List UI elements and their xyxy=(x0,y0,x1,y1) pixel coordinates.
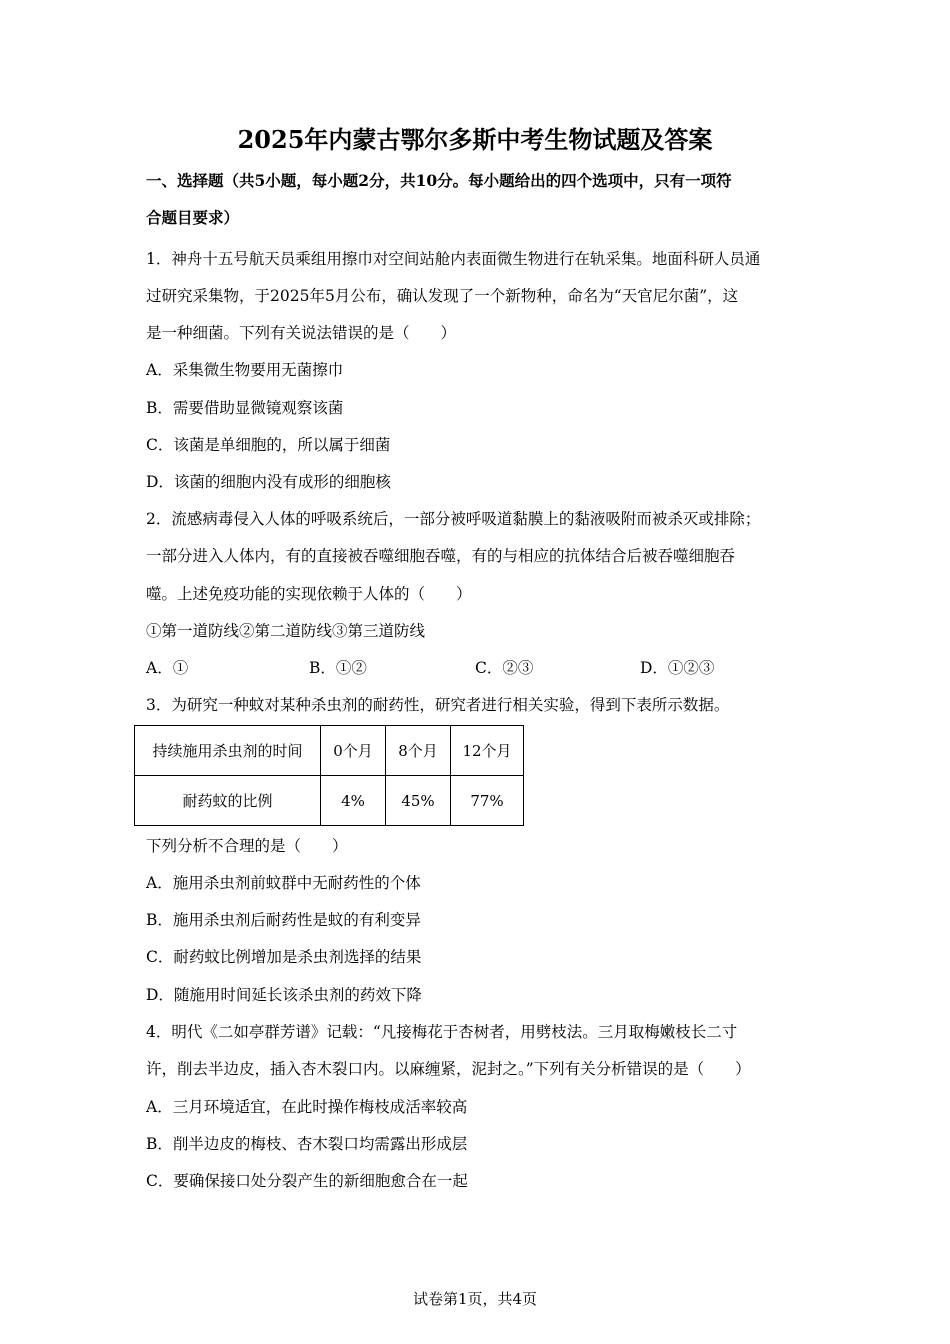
q4-option-a: A．三月环境适宜，在此时操作梅枝成活率较高 xyxy=(146,1098,468,1116)
table-row xyxy=(135,776,524,826)
page-title: 2025年内蒙古鄂尔多斯中考生物试题及答案 xyxy=(237,125,713,154)
q1-stem-line-3: 是一种细菌。下列有关说法错误的是（ ） xyxy=(146,324,457,342)
table-cell: 45% xyxy=(386,776,451,826)
q2-option-d: D．①②③ xyxy=(640,659,715,677)
resistance-data-table xyxy=(134,725,524,826)
section-heading-line-1: 一、选择题（共5小题，每小题2分，共10分。每小题给出的四个选项中，只有一项符 xyxy=(146,171,732,190)
page-footer: 试卷第1页，共4页 xyxy=(412,1290,538,1308)
section-heading-line-2: 合题目要求） xyxy=(146,208,240,227)
q1-option-a: A．采集微生物要用无菌擦巾 xyxy=(146,361,344,379)
table-cell: 耐药蚊的比例 xyxy=(135,776,321,826)
q3-option-b: B．施用杀虫剂后耐药性是蚊的有利变异 xyxy=(146,911,421,929)
q2-stem-line-2: 一部分进入人体内，有的直接被吞噬细胞吞噬，有的与相应的抗体结合后被吞噬细胞吞 xyxy=(146,547,736,565)
q3-option-c: C．耐药蚊比例增加是杀虫剂选择的结果 xyxy=(146,948,422,966)
table-row xyxy=(135,726,524,776)
table-header-cell: 12个月 xyxy=(451,726,524,776)
table-header-cell: 持续施用杀虫剂的时间 xyxy=(135,726,321,776)
table-cell: 77% xyxy=(451,776,524,826)
q1-stem-line-2: 过研究采集物，于2025年5月公布，确认发现了一个新物种，命名为“天官尼尔菌”，这 xyxy=(146,287,739,305)
table-header-cell: 8个月 xyxy=(386,726,451,776)
q3-stem: 3．为研究一种蚊对某种杀虫剂的耐药性，研究者进行相关实验，得到下表所示数据。 xyxy=(146,696,730,714)
q3-question: 下列分析不合理的是（ ） xyxy=(146,837,348,855)
table-cell: 4% xyxy=(321,776,386,826)
q3-option-a: A．施用杀虫剂前蚊群中无耐药性的个体 xyxy=(146,874,421,892)
q2-option-b: B．①② xyxy=(309,659,367,677)
q2-option-a: A．① xyxy=(146,659,189,677)
q1-stem-line-1: 1．神舟十五号航天员乘组用擦巾对空间站舱内表面微生物进行在轨采集。地面科研人员通 xyxy=(146,250,761,268)
table-header-cell: 0个月 xyxy=(321,726,386,776)
q1-option-d: D．该菌的细胞内没有成形的细胞核 xyxy=(146,473,391,491)
q4-option-c: C．要确保接口处分裂产生的新细胞愈合在一起 xyxy=(146,1172,468,1190)
q4-option-b: B．削半边皮的梅枝、杏木裂口均需露出形成层 xyxy=(146,1135,468,1153)
q2-stem-line-3: 噬。上述免疫功能的实现依赖于人体的（ ） xyxy=(146,585,472,603)
q2-stem-line-1: 2．流感病毒侵入人体的呼吸系统后，一部分被呼吸道黏膜上的黏液吸附而被杀灭或排除； xyxy=(146,510,761,528)
q1-option-c: C．该菌是单细胞的，所以属于细菌 xyxy=(146,436,391,454)
q2-option-c: C．②③ xyxy=(475,659,534,677)
q2-stem-line-4: ①第一道防线②第二道防线③第三道防线 xyxy=(146,622,426,640)
q1-option-b: B．需要借助显微镜观察该菌 xyxy=(146,399,344,417)
q4-stem-line-2: 许，削去半边皮，插入杏木裂口内。以麻缠紧，泥封之。”下列有关分析错误的是（ ） xyxy=(146,1060,751,1078)
q4-stem-line-1: 4．明代《二如亭群芳谱》记载：“凡接梅花于杏树者，用劈枝法。三月取梅嫩枝长二寸 xyxy=(146,1023,738,1041)
q3-option-d: D．随施用时间延长该杀虫剂的药效下降 xyxy=(146,986,422,1004)
